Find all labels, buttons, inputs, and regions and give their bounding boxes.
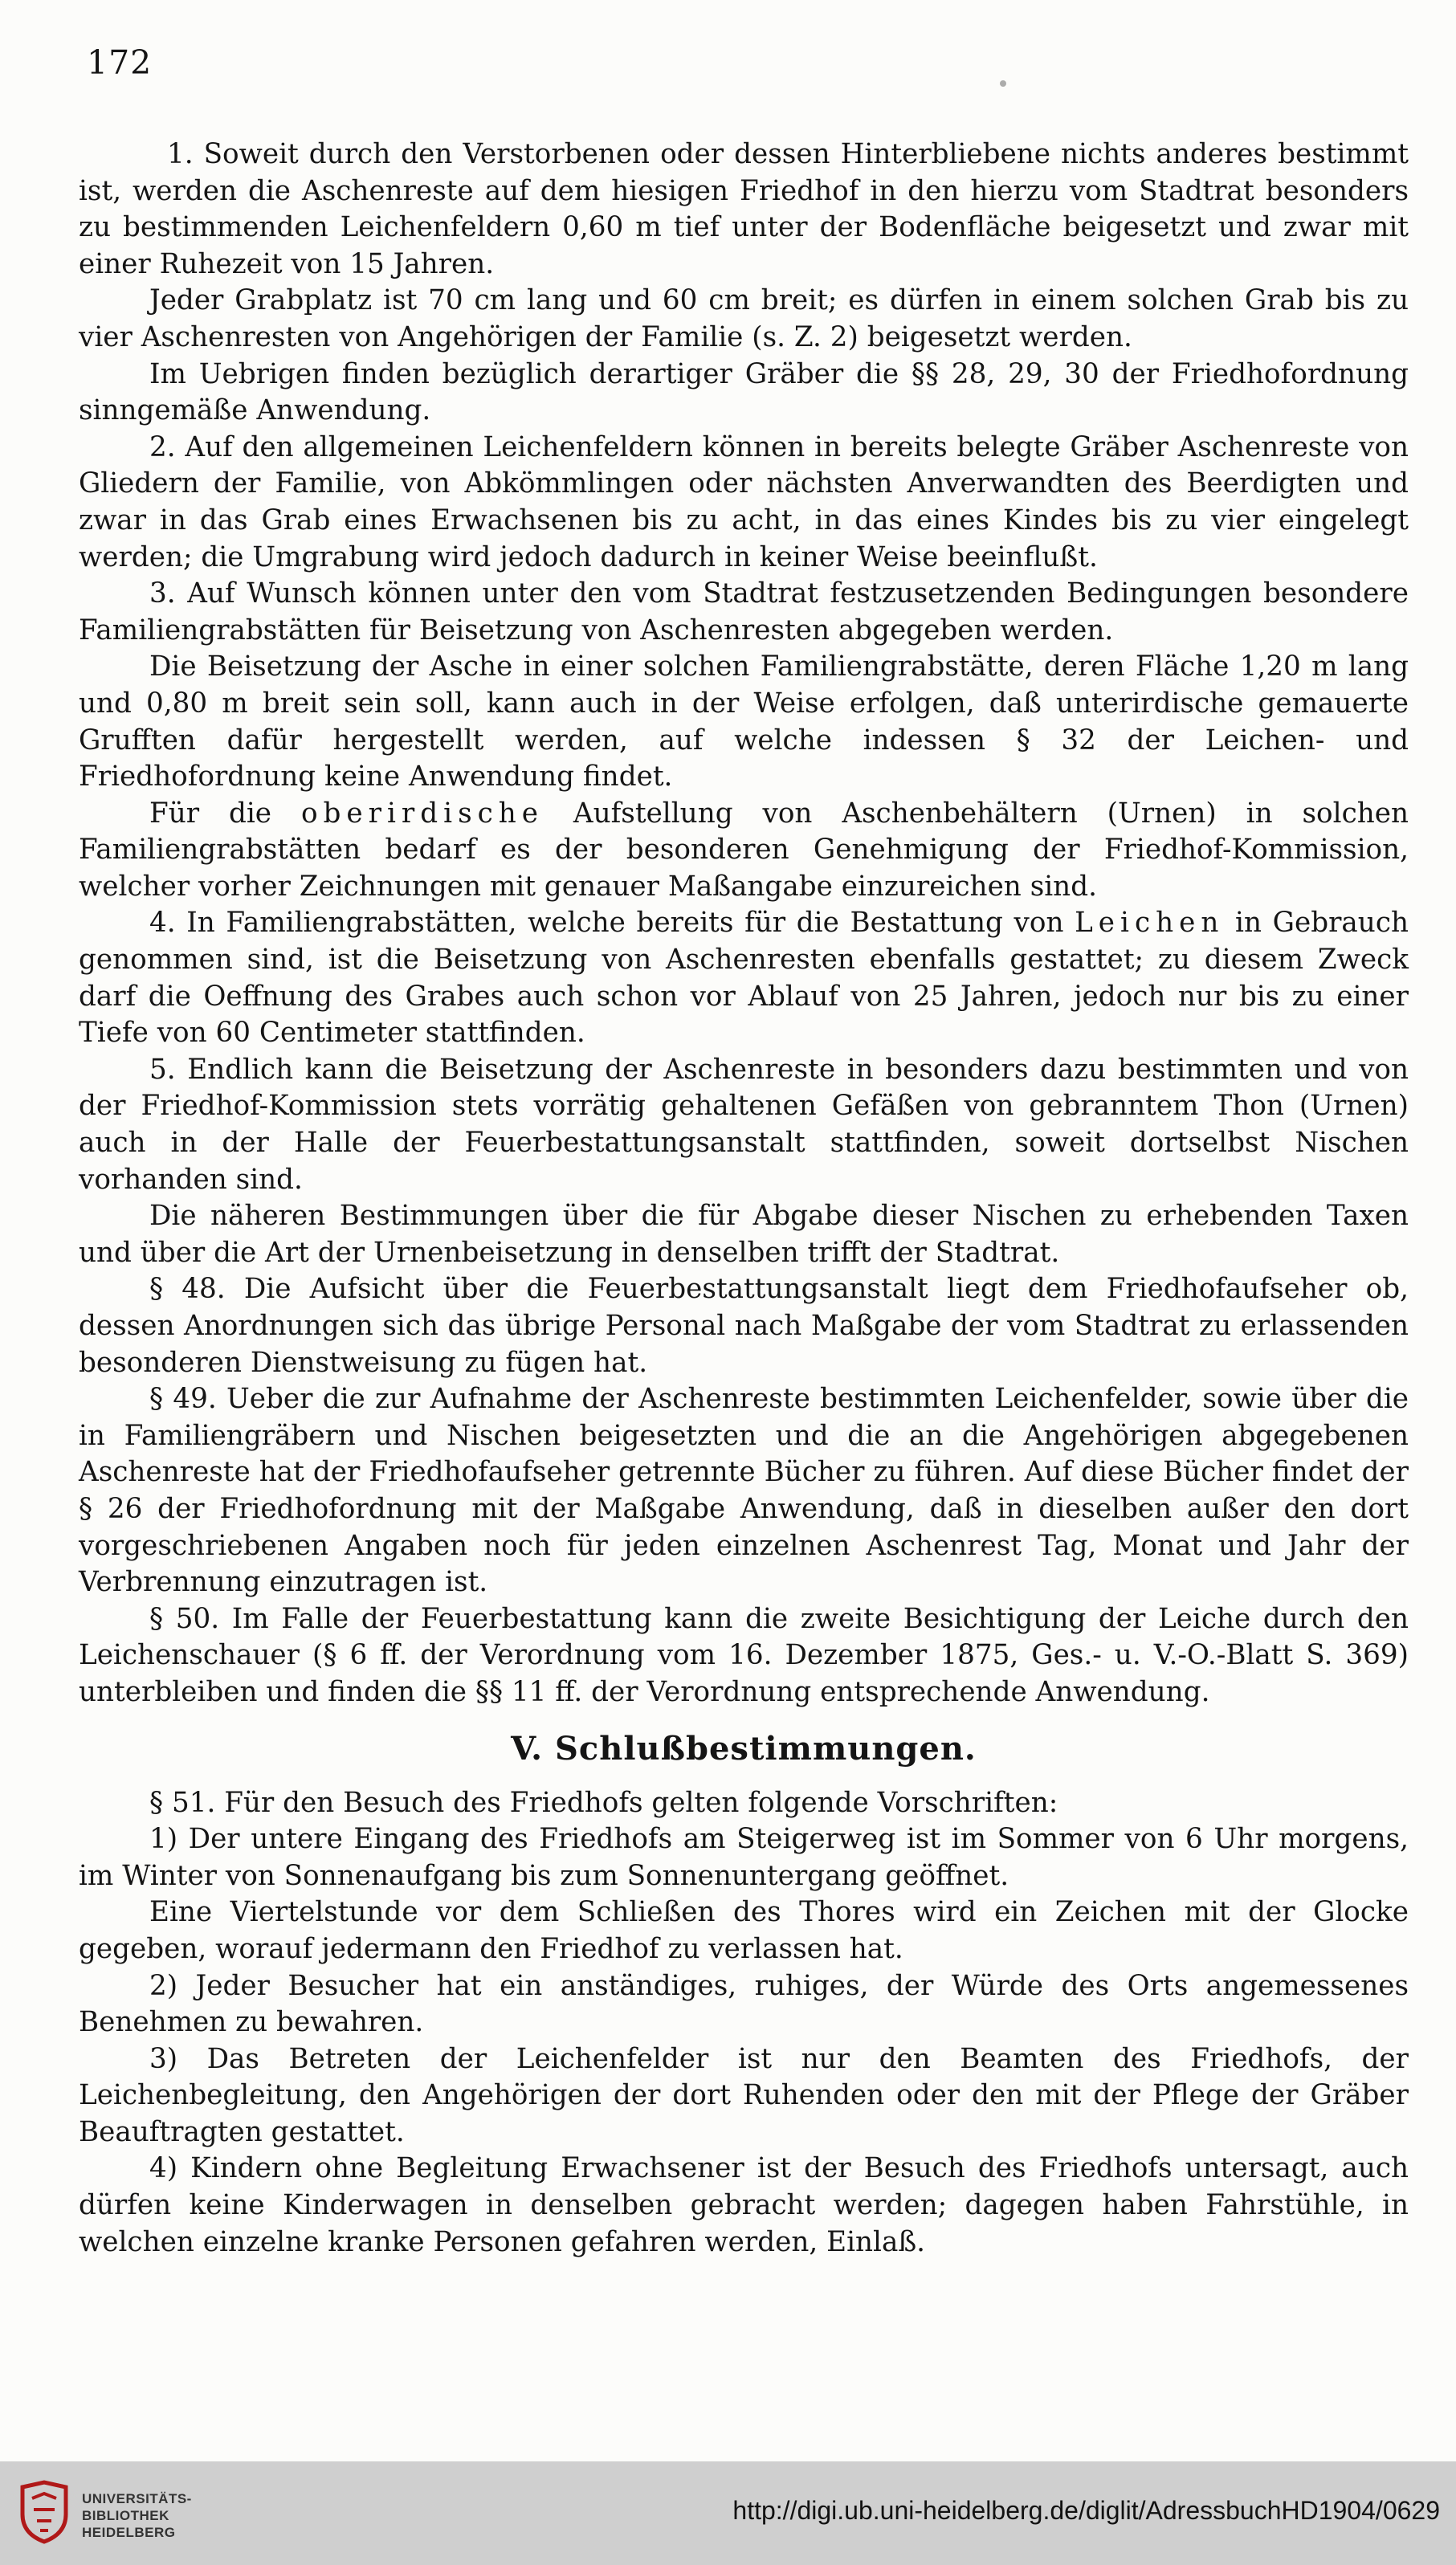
paragraph-1: 1. Soweit durch den Verstorbenen oder dessen Hinterbliebene nichts anderes bestimmt ist, werden die Aschenreste auf dem hiesigen Friedhof in den hierzu vom Stadtrat besonders zu bestimmenden Leichenfeldern 0,60 m tief unter der Bodenfläche beigesetzt und zwar mit einer Ruhezeit von 15 Jahren. xyxy=(79,138,1409,280)
library-logo-text xyxy=(82,2490,192,2541)
paragraph-15: 1) Der untere Eingang des Friedhofs am Steigerweg ist im Sommer von 6 Uhr morgens, im Winter von Sonnenaufgang bis zum Sonnenuntergang geöffnet. xyxy=(79,1823,1409,1892)
paragraph-18: 3) Das Betreten der Leichenfelder ist nur den Beamten des Friedhofs, der Leichenbegleitung, den Angehörigen der dort Ruhenden oder den mit der Pflege der Gräber Beauftragten gestattet. xyxy=(79,2042,1409,2148)
viewer-footer xyxy=(0,2461,1456,2565)
body-text xyxy=(79,137,1409,2261)
paragraph-2: Jeder Grabplatz ist 70 cm lang und 60 cm breit; es dürfen in einem solchen Grab bis zu vier Aschenresten von Angehörigen der Familie (s. Z. 2) beigesetzt werden. xyxy=(79,284,1409,353)
paragraph-17: 2) Jeder Besucher hat ein anständiges, ruhiges, der Würde des Orts angemessenes Benehmen zu bewahren. xyxy=(79,1969,1409,2039)
page-number: 172 xyxy=(87,43,153,82)
paragraph-8-emphasis: Leichen xyxy=(1075,907,1225,940)
paragraph-11: § 48. Die Aufsicht über die Feuerbestattungsanstalt liegt dem Friedhofaufseher ob, dessen Anordnungen sich das übrige Personal nach Maßgabe der vom Stadtrat zu erlassenden besonderen Dienstweisung zu fügen hat. xyxy=(79,1273,1409,1379)
section-heading: V. Schlußbestimmungen. xyxy=(511,1729,977,1768)
paragraph-13: § 50. Im Falle der Feuerbestattung kann die zweite Besichtigung der Leiche durch den Leichenschauer (§ 6 ff. der Verordnung vom 16. Dezember 1875, Ges.- u. V.-O.-Blatt S. 369) unterbleiben und finden die §§ 11 ff. der Verordnung entsprechende Anwendung. xyxy=(79,1602,1409,1708)
paragraph-7-start: Für die xyxy=(149,797,301,830)
paragraph-7-emphasis: oberirdische xyxy=(300,797,544,830)
scan-speck xyxy=(1000,80,1006,87)
logo-line-2: BIBLIOTHEK xyxy=(82,2508,169,2523)
paragraph-6: Die Beisetzung der Asche in einer solchen Familiengrabstätte, deren Fläche 1,20 m lang und 0,80 m breit sein soll, kann auch in der Weise erfolgen, daß unterirdische gemauerte Grufften dafür hergestellt werden, auf welche indessen § 32 der Leichen- und Friedhofordnung keine Anwendung findet. xyxy=(79,650,1409,793)
paragraph-16: Eine Viertelstunde vor dem Schließen des Thores wird ein Zeichen mit der Glocke gegeben, worauf jedermann den Friedhof zu verlassen hat. xyxy=(79,1896,1409,1965)
logo-line-1: UNIVERSITÄTS- xyxy=(82,2491,192,2506)
paragraph-8-end: in Gebrauch genommen sind, ist die Beisetzung von Aschenresten ebenfalls gestattet; zu diesem Zweck darf die Oeffnung des Grabes auch schon vor Ablauf von 25 Jahren, jedoch nur bis zu einer Tiefe von 60 Centimeter stattfinden. xyxy=(79,907,1409,1050)
source-url-link[interactable]: http://digi.ub.uni-heidelberg.de/diglit/AdressbuchHD1904/0629 xyxy=(732,2496,1440,2525)
paragraph-8-start: 4. In Familiengrabstätten, welche bereits für die Bestattung von xyxy=(149,907,1075,940)
paragraph-3: Im Uebrigen finden bezüglich derartiger Gräber die §§ 28, 29, 30 der Friedhofordnung sinngemäße Anwendung. xyxy=(79,357,1409,427)
paragraph-12: § 49. Ueber die zur Aufnahme der Aschenreste bestimmten Leichenfelder, sowie über die in Familiengräbern und Nischen beigesetzten und die an die Angehörigen abgegebenen Aschenreste hat der Friedhofaufseher getrennte Bücher zu führen. Auf diese Bücher findet der § 26 der Friedhofordnung mit der Maßgabe Anwendung, daß in dieselben außer den dort vorgeschriebenen Angaben noch für jeden einzelnen Aschenrest Tag, Monat und Jahr der Verbrennung einzutragen ist. xyxy=(79,1383,1409,1599)
paragraph-9: 5. Endlich kann die Beisetzung der Aschenreste in besonders dazu bestimmten und von der Friedhof-Kommission stets vorrätig gehaltenen Gefäßen von gebranntem Thon (Urnen) auch in der Halle der Feuerbestattungsanstalt stattfinden, soweit dortselbst Nischen vorhanden sind. xyxy=(79,1053,1409,1196)
university-seal-icon xyxy=(16,2479,72,2545)
paragraph-14: § 51. Für den Besuch des Friedhofs gelten folgende Vorschriften: xyxy=(149,1786,1058,1819)
paragraph-5: 3. Auf Wunsch können unter den vom Stadtrat festzusetzenden Bedingungen besondere Familiengrabstätten für Beisetzung von Aschenresten abgegeben werden. xyxy=(79,577,1409,646)
paragraph-4: 2. Auf den allgemeinen Leichenfeldern können in bereits belegte Gräber Aschenreste von Gliedern der Familie, von Abkömmlingen oder nächsten Anverwandten des Beerdigten und zwar in das Grab eines Erwachsenen bis zu acht, in das eines Kindes bis zu vier eingelegt werden; die Umgrabung wird jedoch dadurch in keiner Weise beeinflußt. xyxy=(79,430,1409,573)
logo-line-3: HEIDELBERG xyxy=(82,2525,176,2540)
paragraph-8 xyxy=(79,905,1409,1051)
paragraph-19: 4) Kindern ohne Begleitung Erwachsener ist der Besuch des Friedhofs untersagt, auch dürfen keine Kinderwagen in denselben gebracht werden; dagegen haben Fahrstühle, in welchen einzelne kranke Personen gefahren werden, Einlaß. xyxy=(79,2152,1409,2258)
paragraph-7 xyxy=(79,796,1409,906)
paragraph-7-end: Aufstellung von Aschenbehältern (Urnen) in solchen Familiengrabstätten bedarf es der besonderen Genehmigung der Friedhof-Kommission, welcher vorher Zeichnungen mit genauer Maßangabe einzureichen sind. xyxy=(79,797,1409,903)
paragraph-10: Die näheren Bestimmungen über die für Abgabe dieser Nischen zu erhebenden Taxen und über die Art der Urnenbeisetzung in denselben trifft der Stadtrat. xyxy=(79,1200,1409,1269)
